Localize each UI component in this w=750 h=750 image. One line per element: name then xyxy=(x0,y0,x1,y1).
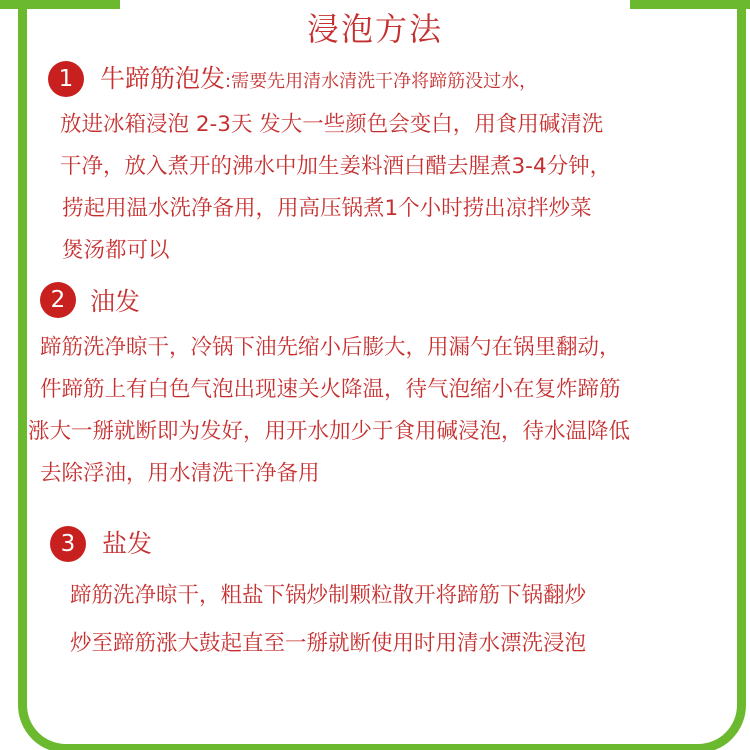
section-1-heading-line xyxy=(100,59,537,95)
section-1-line-4: 煲汤都可以 xyxy=(62,238,170,263)
section-1-line-3: 捞起用温水洗净备用，用高压锅煮1个小时捞出凉拌炒菜 xyxy=(62,196,592,221)
section-3-number-badge: 3 xyxy=(50,526,86,562)
section-3-heading: 盐发 xyxy=(102,529,153,558)
section-2-heading: 油发 xyxy=(90,287,141,316)
section-2-number-badge: 2 xyxy=(40,282,76,318)
section-1-line-1: 放进冰箱浸泡 2-3天 发大一些颜色会变白，用食用碱清洗 xyxy=(60,112,604,137)
section-2-line-4: 去除浮油，用水清洗干净备用 xyxy=(40,461,320,486)
section-1-number-badge: 1 xyxy=(48,61,84,97)
section-3-line-1: 蹄筋洗净晾干，粗盐下锅炒制颗粒散开将蹄筋下锅翻炒 xyxy=(70,583,587,608)
section-2-line-3: 涨大一掰就断即为发好，用开水加少于食用碱浸泡，待水温降低 xyxy=(28,419,631,444)
page-title: 浸泡方法 xyxy=(306,10,443,48)
section-3-line-2: 炒至蹄筋涨大鼓起直至一掰就断使用时用清水漂洗浸泡 xyxy=(70,631,587,656)
section-2-line-2: 件蹄筋上有白色气泡出现速关火降温，待气泡缩小在复炸蹄筋 xyxy=(40,377,621,402)
section-2-line-1: 蹄筋洗净晾干，冷锅下油先缩小后膨大，用漏勺在锅里翻动， xyxy=(40,335,621,360)
section-1-line-2: 干净，放入煮开的沸水中加生姜料酒白醋去腥煮3-4分钟， xyxy=(60,154,612,179)
section-1-heading: 牛蹄筋泡发 xyxy=(100,64,226,93)
section-1-intro: :需要先用清水清洗干净将蹄筋没过水， xyxy=(225,71,538,92)
